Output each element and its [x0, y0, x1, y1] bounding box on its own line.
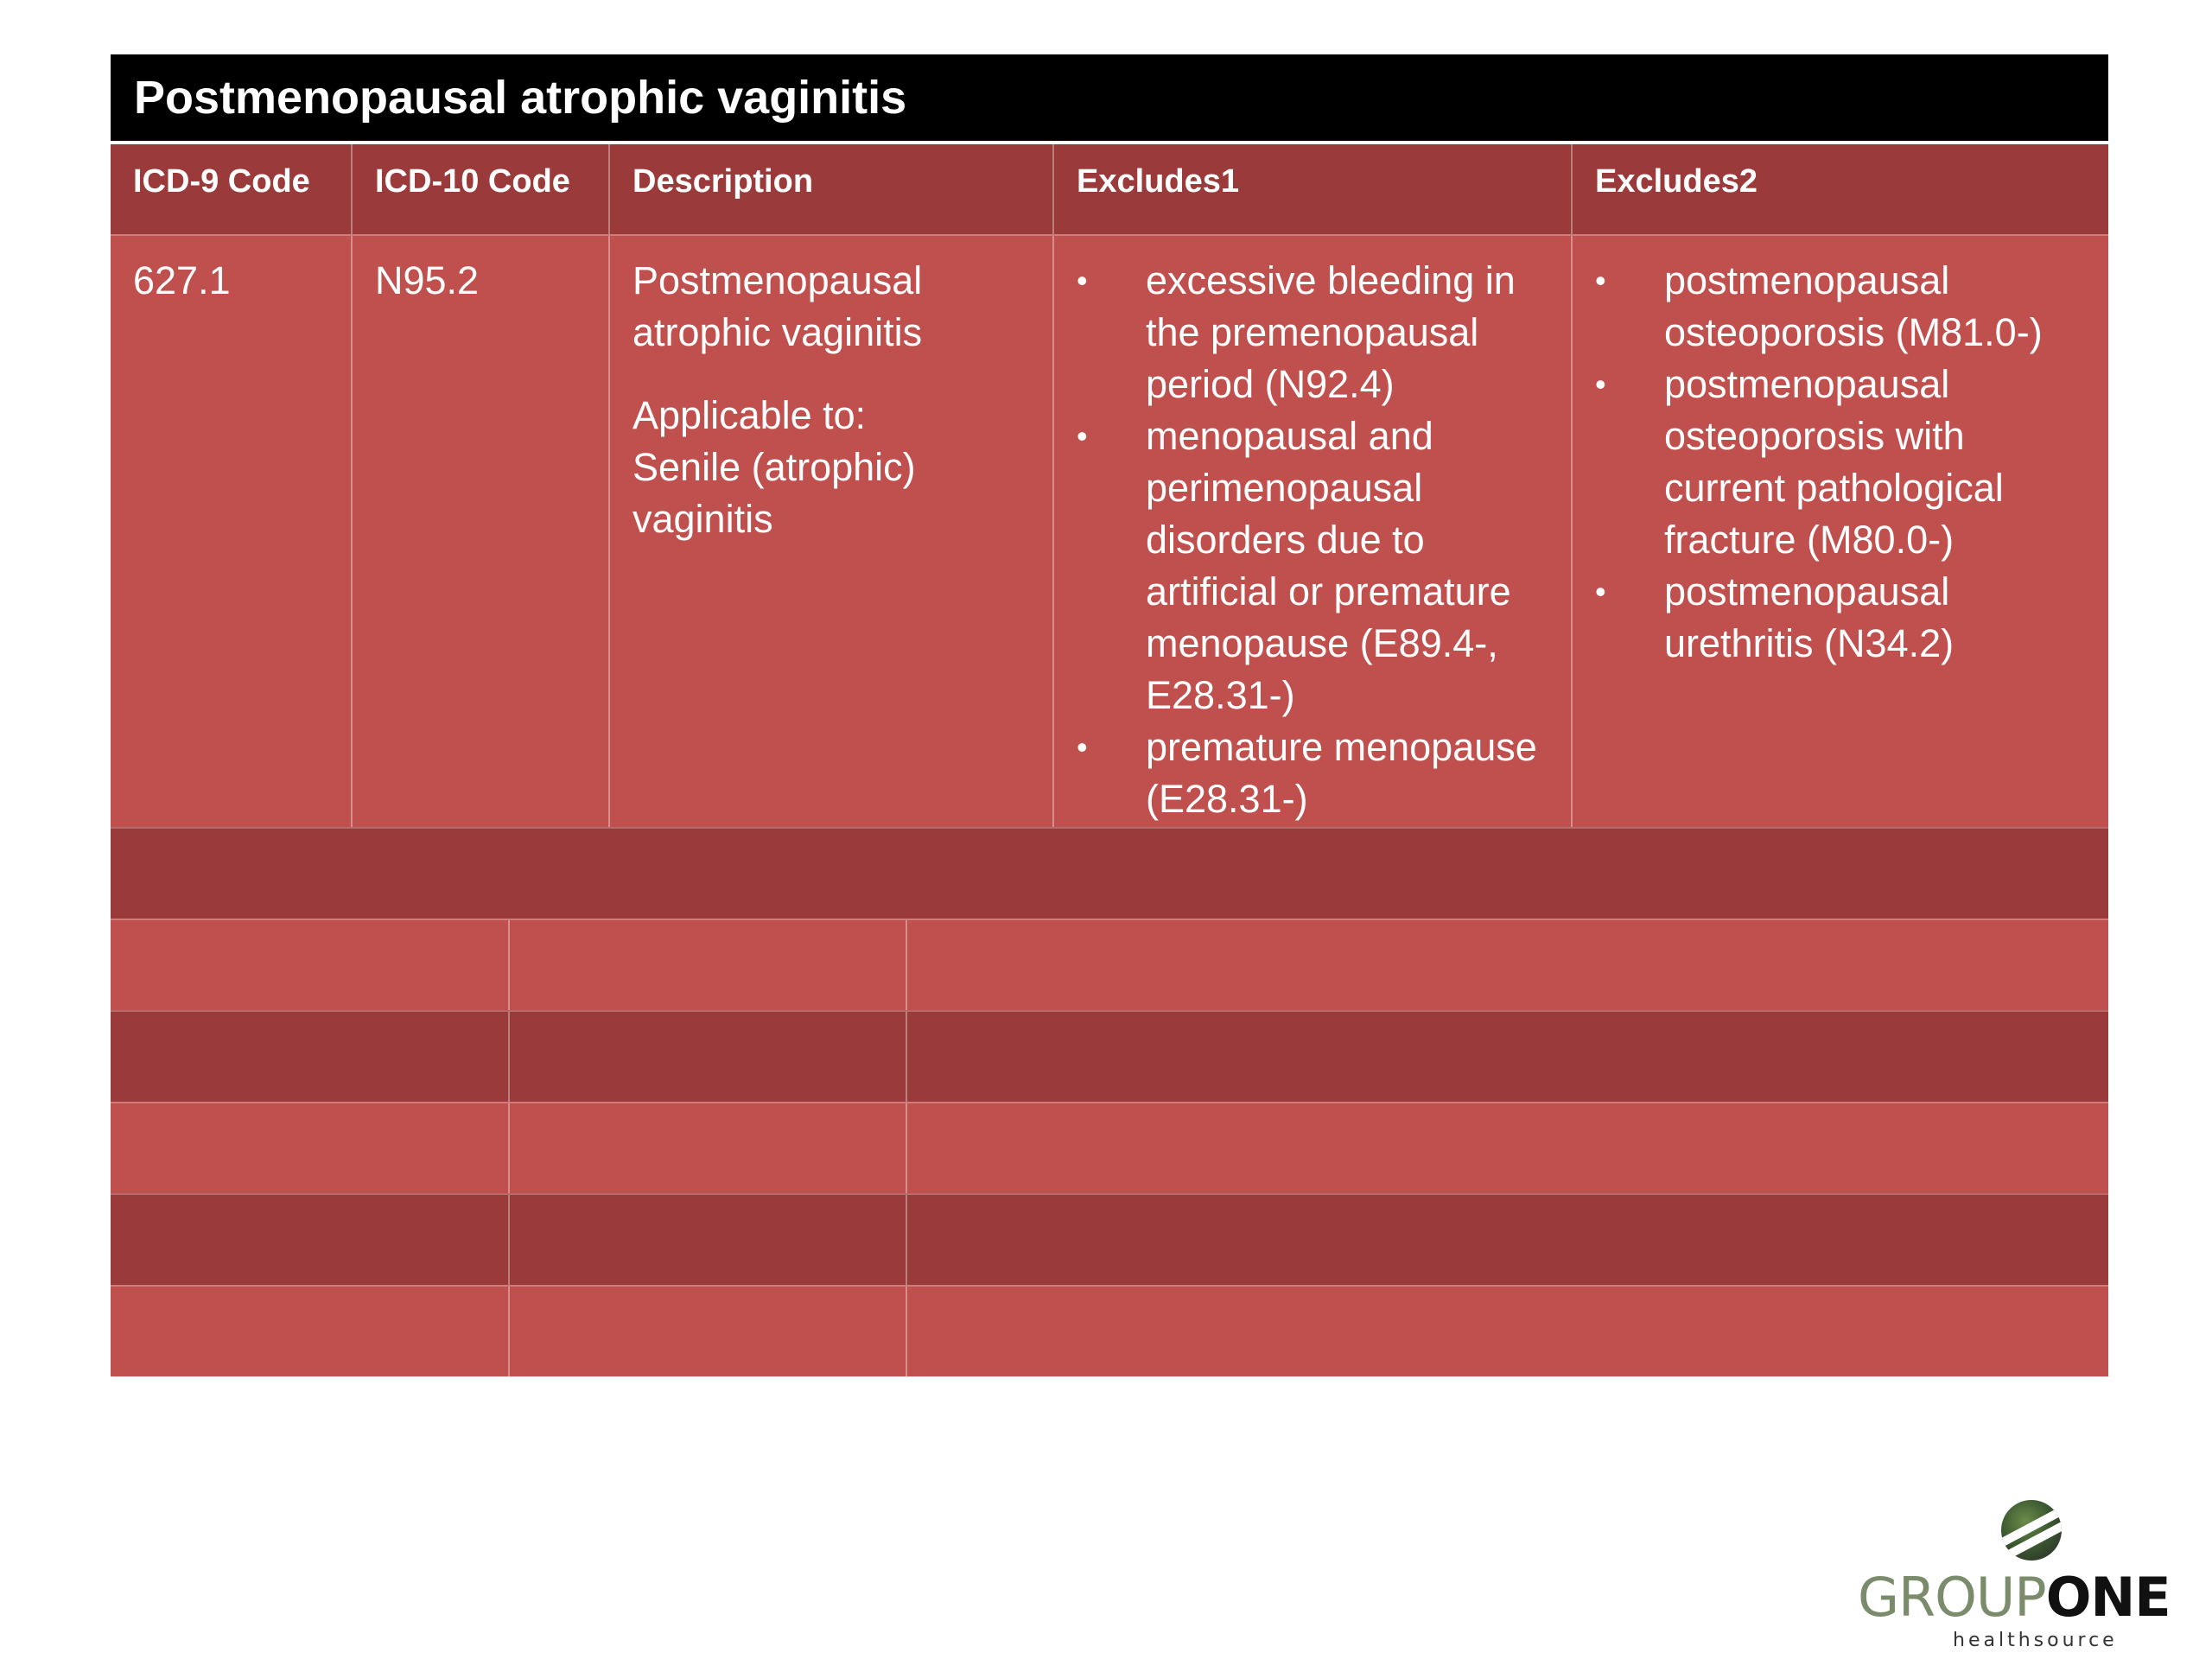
groupone-logo — [1858, 1500, 2199, 1651]
applicable-line: Applicable to: — [632, 393, 867, 437]
empty-cell — [510, 920, 907, 1010]
empty-cell — [907, 1103, 2108, 1193]
empty-row — [111, 1285, 2108, 1376]
applicable-line: Senile (atrophic) — [632, 445, 916, 489]
empty-cell — [111, 829, 2108, 918]
header-icd10: ICD-10 Code — [353, 144, 610, 234]
excludes1-item: • menopausal and perimenopausal disorders due to artificial or premature menopause (E89.4-, E28.31-) — [1077, 410, 1555, 721]
icd10-code: N95.2 — [353, 236, 610, 827]
applicable-line: vaginitis — [632, 497, 773, 541]
header-icd9: ICD-9 Code — [111, 144, 353, 234]
empty-cell — [907, 1012, 2108, 1102]
empty-cell — [111, 1195, 510, 1285]
logo-word-one: ONE — [2045, 1566, 2171, 1629]
header-excludes1: Excludes1 — [1054, 144, 1573, 234]
empty-cell — [510, 1012, 907, 1102]
empty-row — [111, 1102, 2108, 1193]
empty-cell — [111, 1103, 510, 1193]
description-line: Postmenopausal — [632, 258, 923, 302]
header-excludes2: Excludes2 — [1595, 163, 1758, 200]
excludes2-item: • postmenopausal urethritis (N34.2) — [1595, 566, 2093, 670]
empty-cell — [907, 1195, 2108, 1285]
excludes2-cell — [1573, 236, 2108, 827]
table-row — [111, 234, 2108, 827]
table-title: Postmenopausal atrophic vaginitis — [111, 54, 2108, 144]
header-description: Description — [610, 144, 1054, 234]
excludes1-list — [1077, 255, 1555, 825]
empty-cell — [510, 1195, 907, 1285]
logo-subtitle: healthsource — [1953, 1630, 2118, 1651]
empty-row — [111, 1193, 2108, 1285]
empty-band — [111, 827, 2108, 918]
logo-wordmark — [1858, 1567, 2171, 1628]
empty-cell — [907, 920, 2108, 1010]
empty-cell — [510, 1103, 907, 1193]
excludes1-item: • premature menopause (E28.31-) — [1077, 721, 1555, 825]
empty-cell — [907, 1287, 2108, 1376]
excludes1-item: • excessive bleeding in the premenopausal period (N92.4) — [1077, 255, 1555, 410]
excludes2-item: • postmenopausal osteoporosis (M81.0-) — [1595, 255, 2093, 359]
empty-cell — [111, 920, 510, 1010]
logo-mark-icon — [2001, 1500, 2062, 1560]
empty-cell — [111, 1287, 510, 1376]
header-row — [111, 144, 2108, 234]
excludes1-cell — [1054, 236, 1573, 827]
empty-row — [111, 918, 2108, 1010]
excludes2-item: • postmenopausal osteoporosis with current pathological fracture (M80.0-) — [1595, 359, 2093, 566]
empty-cell — [111, 1012, 510, 1102]
code-table — [111, 54, 2108, 1376]
empty-row — [111, 1010, 2108, 1102]
icd9-code: 627.1 — [111, 236, 353, 827]
logo-word-group: GROUP — [1858, 1566, 2046, 1629]
excludes2-list — [1595, 255, 2093, 670]
empty-cell — [510, 1287, 907, 1376]
description-line: atrophic vaginitis — [632, 310, 923, 354]
description-cell — [610, 236, 1054, 827]
